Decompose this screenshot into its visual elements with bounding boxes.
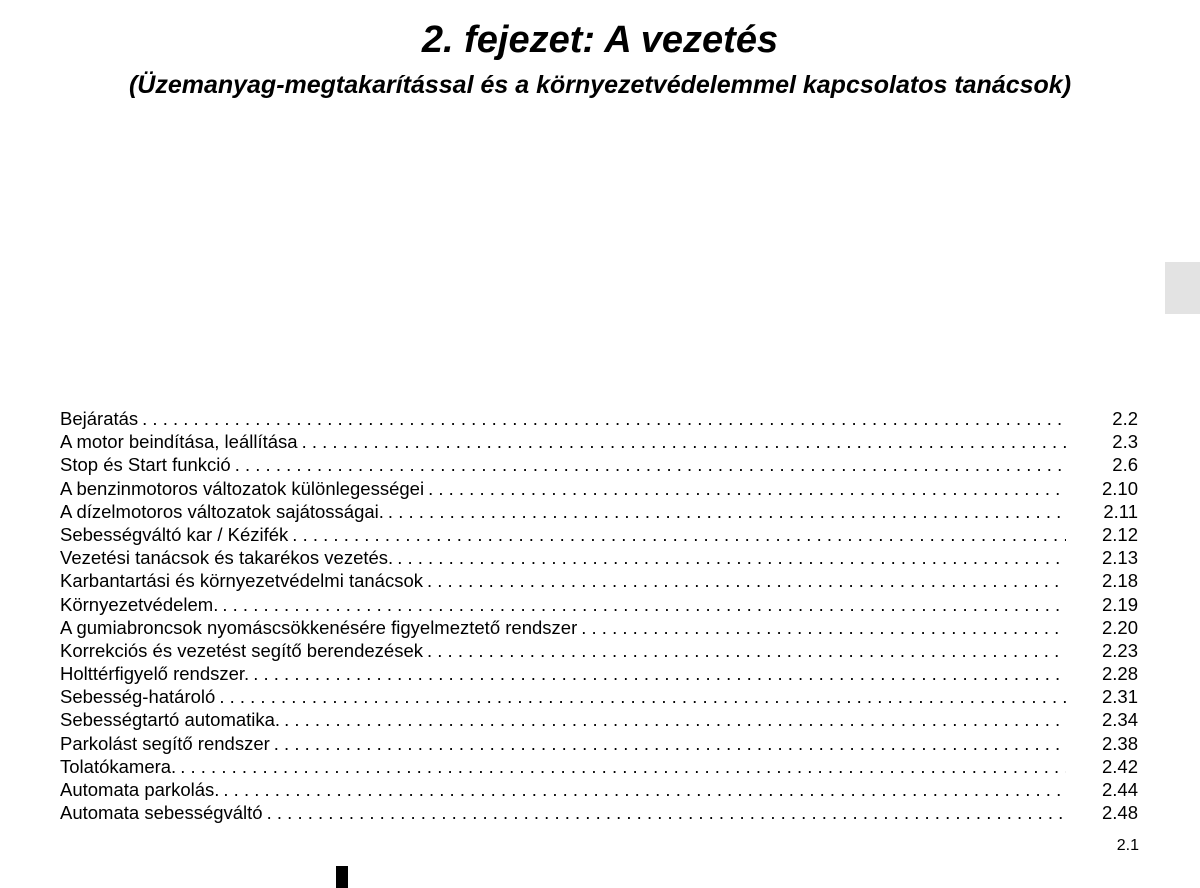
toc-entry[interactable] <box>60 708 1138 731</box>
toc-entry[interactable] <box>60 685 1138 708</box>
toc-entry-page: 2.2 <box>1112 408 1138 429</box>
toc-entry-page: 2.18 <box>1101 570 1138 592</box>
toc-entry-label: Tolatókamera. <box>60 755 177 777</box>
toc-dot-leader <box>180 755 1066 778</box>
toc-entry-label: Vezetési tanácsok és takarékos vezetés. <box>60 547 394 569</box>
toc-entry[interactable] <box>60 616 1138 639</box>
toc-entry-page: 2.48 <box>1101 802 1138 824</box>
toc-entry-label: Sebességváltó kar / Kézifék <box>60 523 289 545</box>
chapter-subtitle: (Üzemanyag-megtakarítással és a környezetvédelemmel kapcsolatos tanácsok) <box>128 71 1072 99</box>
toc-dot-leader <box>274 732 1066 755</box>
toc-dot-leader <box>142 407 1066 430</box>
toc-entry-page: 2.13 <box>1101 547 1138 569</box>
toc-entry[interactable] <box>60 430 1138 453</box>
toc-dot-leader <box>219 685 1066 708</box>
toc-entry[interactable] <box>60 546 1138 569</box>
toc-entry[interactable] <box>60 500 1138 523</box>
table-of-contents <box>60 407 1138 824</box>
toc-entry[interactable] <box>60 755 1138 778</box>
toc-dot-leader <box>267 801 1066 824</box>
chapter-title: 2. fejezet: A vezetés <box>421 19 779 61</box>
toc-dot-leader <box>428 477 1066 500</box>
toc-dot-leader <box>253 662 1066 685</box>
toc-entry[interactable] <box>60 639 1138 662</box>
toc-entry-label: Bejáratás <box>60 408 139 429</box>
toc-entry[interactable] <box>60 407 1138 430</box>
toc-entry-label: A motor beindítása, leállítása <box>60 431 298 453</box>
toc-entry-page: 2.12 <box>1101 523 1138 545</box>
crop-mark <box>336 866 348 888</box>
toc-dot-leader <box>427 639 1066 662</box>
toc-entry-label: Parkolást segítő rendszer <box>60 732 270 754</box>
toc-entry-label: Stop és Start funkció <box>60 454 231 476</box>
toc-dot-leader <box>388 500 1066 523</box>
toc-entry[interactable] <box>60 778 1138 801</box>
toc-entry-page: 2.6 <box>1112 454 1138 476</box>
toc-entry-page: 2.23 <box>1101 639 1138 661</box>
toc-entry-page: 2.10 <box>1101 477 1138 499</box>
toc-entry-label: Karbantartási és környezetvédelmi tanácsok <box>60 570 423 592</box>
toc-dot-leader <box>235 453 1066 476</box>
toc-entry-label: Automata sebességváltó <box>60 802 263 824</box>
toc-dot-leader <box>581 616 1066 639</box>
toc-entry-label: Holttérfigyelő rendszer. <box>60 663 250 685</box>
toc-entry-page: 2.44 <box>1101 779 1138 800</box>
page-number: 2.1 <box>1116 837 1139 854</box>
toc-entry-page: 2.20 <box>1101 616 1138 638</box>
toc-entry-page: 2.28 <box>1101 663 1138 685</box>
toc-dot-leader <box>302 430 1066 453</box>
toc-entry-label: Automata parkolás. <box>60 779 220 800</box>
toc-entry-page: 2.31 <box>1101 686 1138 708</box>
toc-dot-leader <box>427 569 1066 592</box>
toc-entry-page: 2.38 <box>1101 732 1138 754</box>
toc-entry[interactable] <box>60 523 1138 546</box>
toc-entry-label: Sebességtartó automatika. <box>60 709 281 731</box>
toc-dot-leader <box>284 708 1066 731</box>
toc-entry[interactable] <box>60 453 1138 476</box>
toc-entry[interactable] <box>60 569 1138 592</box>
toc-entry[interactable] <box>60 593 1138 616</box>
toc-dot-leader <box>292 523 1066 546</box>
toc-entry-label: A benzinmotoros változatok különlegességei <box>60 477 425 499</box>
toc-entry-label: A gumiabroncsok nyomáscsökkenésére figyelmeztető rendszer <box>60 616 578 638</box>
toc-entry[interactable] <box>60 801 1138 824</box>
toc-dot-leader <box>397 546 1066 569</box>
toc-entry[interactable] <box>60 477 1138 500</box>
toc-entry-page: 2.42 <box>1101 755 1138 777</box>
toc-entry[interactable] <box>60 732 1138 755</box>
toc-entry-label: A dízelmotoros változatok sajátosságai. <box>60 500 384 522</box>
toc-entry[interactable] <box>60 662 1138 685</box>
toc-dot-leader <box>223 778 1066 801</box>
toc-entry-page: 2.11 <box>1103 500 1138 522</box>
toc-entry-page: 2.3 <box>1112 431 1138 453</box>
toc-dot-leader <box>222 593 1066 616</box>
toc-entry-label: Környezetvédelem. <box>60 593 219 615</box>
chapter-side-tab <box>1165 262 1200 314</box>
toc-entry-label: Sebesség-határoló <box>60 686 216 708</box>
toc-entry-page: 2.34 <box>1101 709 1138 731</box>
toc-entry-page: 2.19 <box>1101 593 1138 615</box>
toc-entry-label: Korrekciós és vezetést segítő berendezések <box>60 639 423 661</box>
